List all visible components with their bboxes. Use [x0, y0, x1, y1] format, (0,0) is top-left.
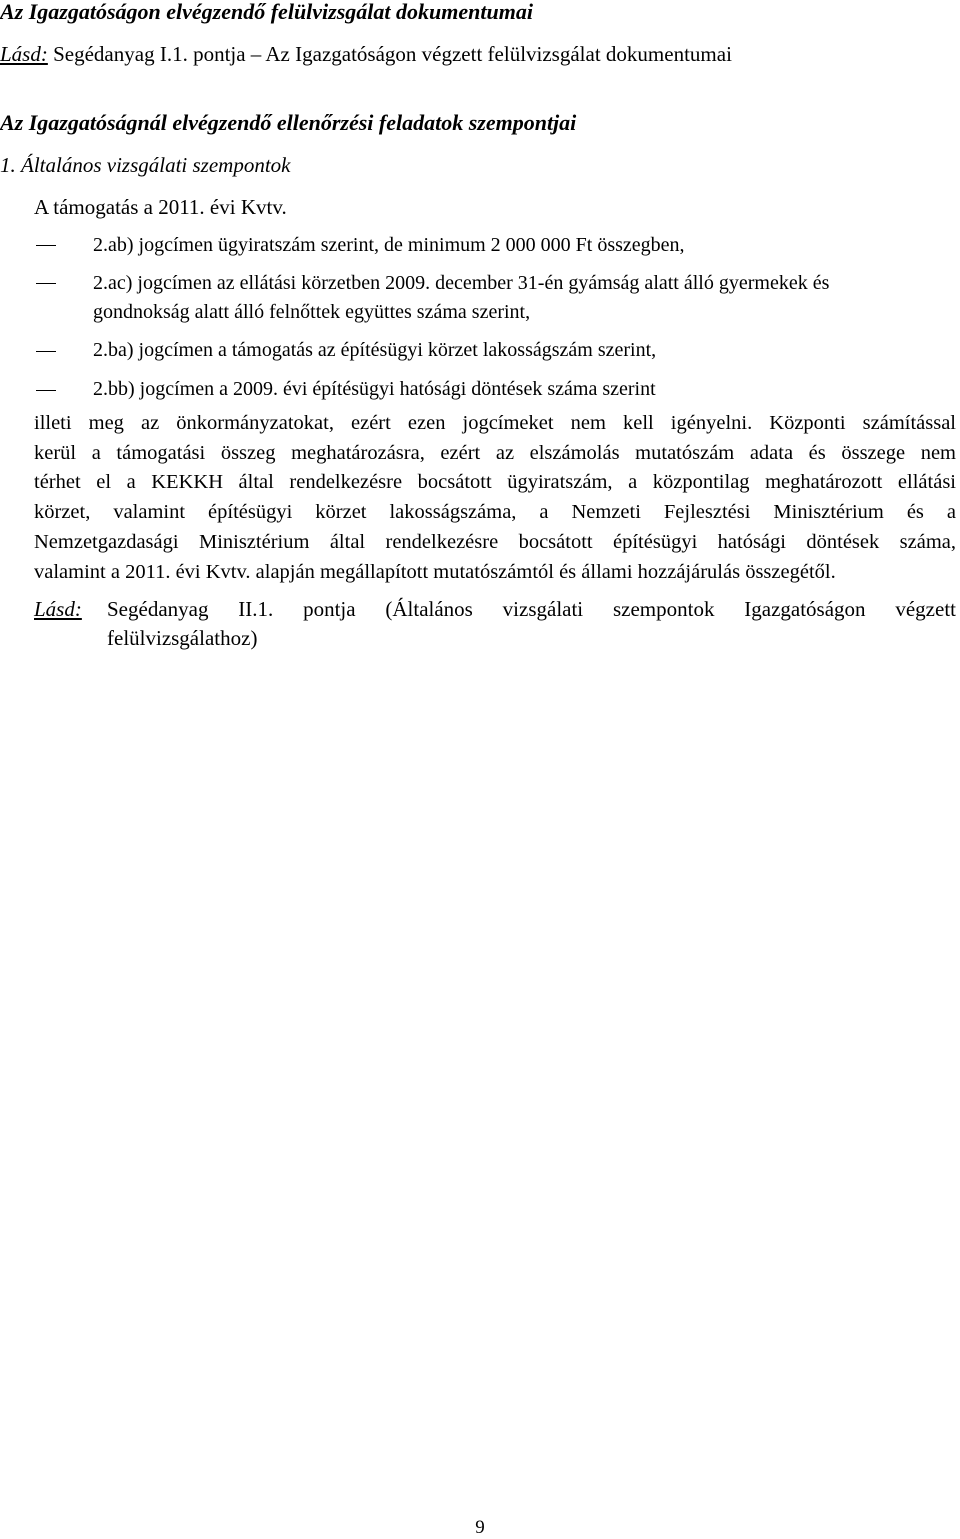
heading-documents: Az Igazgatóságon elvégzendő felülvizsgálat dokumentumai	[0, 0, 533, 24]
section-general-aspects: 1. Általános vizsgálati szempontok	[0, 153, 291, 177]
see-reference-line	[0, 41, 732, 67]
bullet-item-ac-continued: gondnokság alatt álló felnőttek együttes száma szerint,	[93, 301, 531, 323]
bullet-item-bb: 2.bb) jogcímen a 2009. évi építésügyi hatósági döntések száma szerint	[93, 378, 656, 400]
body-paragraph	[34, 409, 956, 587]
paragraph-line: Nemzetgazdasági Minisztérium által rendelkezésre bocsátott építésügyi hatósági döntések száma,	[34, 530, 956, 553]
paragraph-line: illeti meg az önkormányzatokat, ezért ezen jogcímeket nem kell igényelni. Központi számítással	[34, 412, 956, 434]
intro-text: A támogatás a 2011. évi Kvtv.	[34, 195, 287, 219]
see-reference-2-line: Segédanyag II.1. pontja (Általános vizsgálati szempontok Igazgatóságon végzett	[107, 597, 956, 621]
paragraph-line: valamint a 2011. évi Kvtv. alapján megállapított mutatószámtól és állami hozzájárulás összegétől.	[34, 560, 836, 583]
see-reference-text: Segédanyag I.1. pontja – Az Igazgatóságon végzett felülvizsgálat dokumentumai	[47, 42, 732, 66]
paragraph-line: kerül a támogatási összeg meghatározásra, ezért az elszámolás mutatószám adata és összege nem	[34, 441, 956, 464]
see-reference-2-text	[107, 595, 956, 653]
see-reference-2-line: felülvizsgálathoz)	[107, 626, 258, 650]
see-label-2: Lásd:	[34, 597, 82, 621]
bullet-item-ac: 2.ac) jogcímen az ellátási körzetben 2009. december 31-én gyámság alatt álló gyermekek és	[93, 272, 830, 294]
see-label: Lásd:	[0, 42, 48, 66]
dash-bullet	[36, 245, 56, 246]
dash-bullet	[36, 283, 56, 284]
dash-bullet	[36, 351, 56, 352]
dash-bullet	[36, 390, 56, 391]
paragraph-line: térhet el a KEKKH által rendelkezésre bocsátott ügyiratszám, a központilag meghatározott ellátási	[34, 471, 956, 494]
heading-audit-aspects: Az Igazgatóságnál elvégzendő ellenőrzési feladatok szempontjai	[0, 110, 577, 135]
paragraph-line: körzet, valamint építésügyi körzet lakosságszáma, a Nemzeti Fejlesztési Minisztérium és a	[34, 501, 956, 524]
page-number: 9	[475, 1517, 485, 1538]
bullet-item-ba: 2.ba) jogcímen a támogatás az építésügyi körzet lakosságszám szerint,	[93, 339, 657, 361]
bullet-item-ab: 2.ab) jogcímen ügyiratszám szerint, de minimum 2 000 000 Ft összegben,	[93, 234, 685, 256]
